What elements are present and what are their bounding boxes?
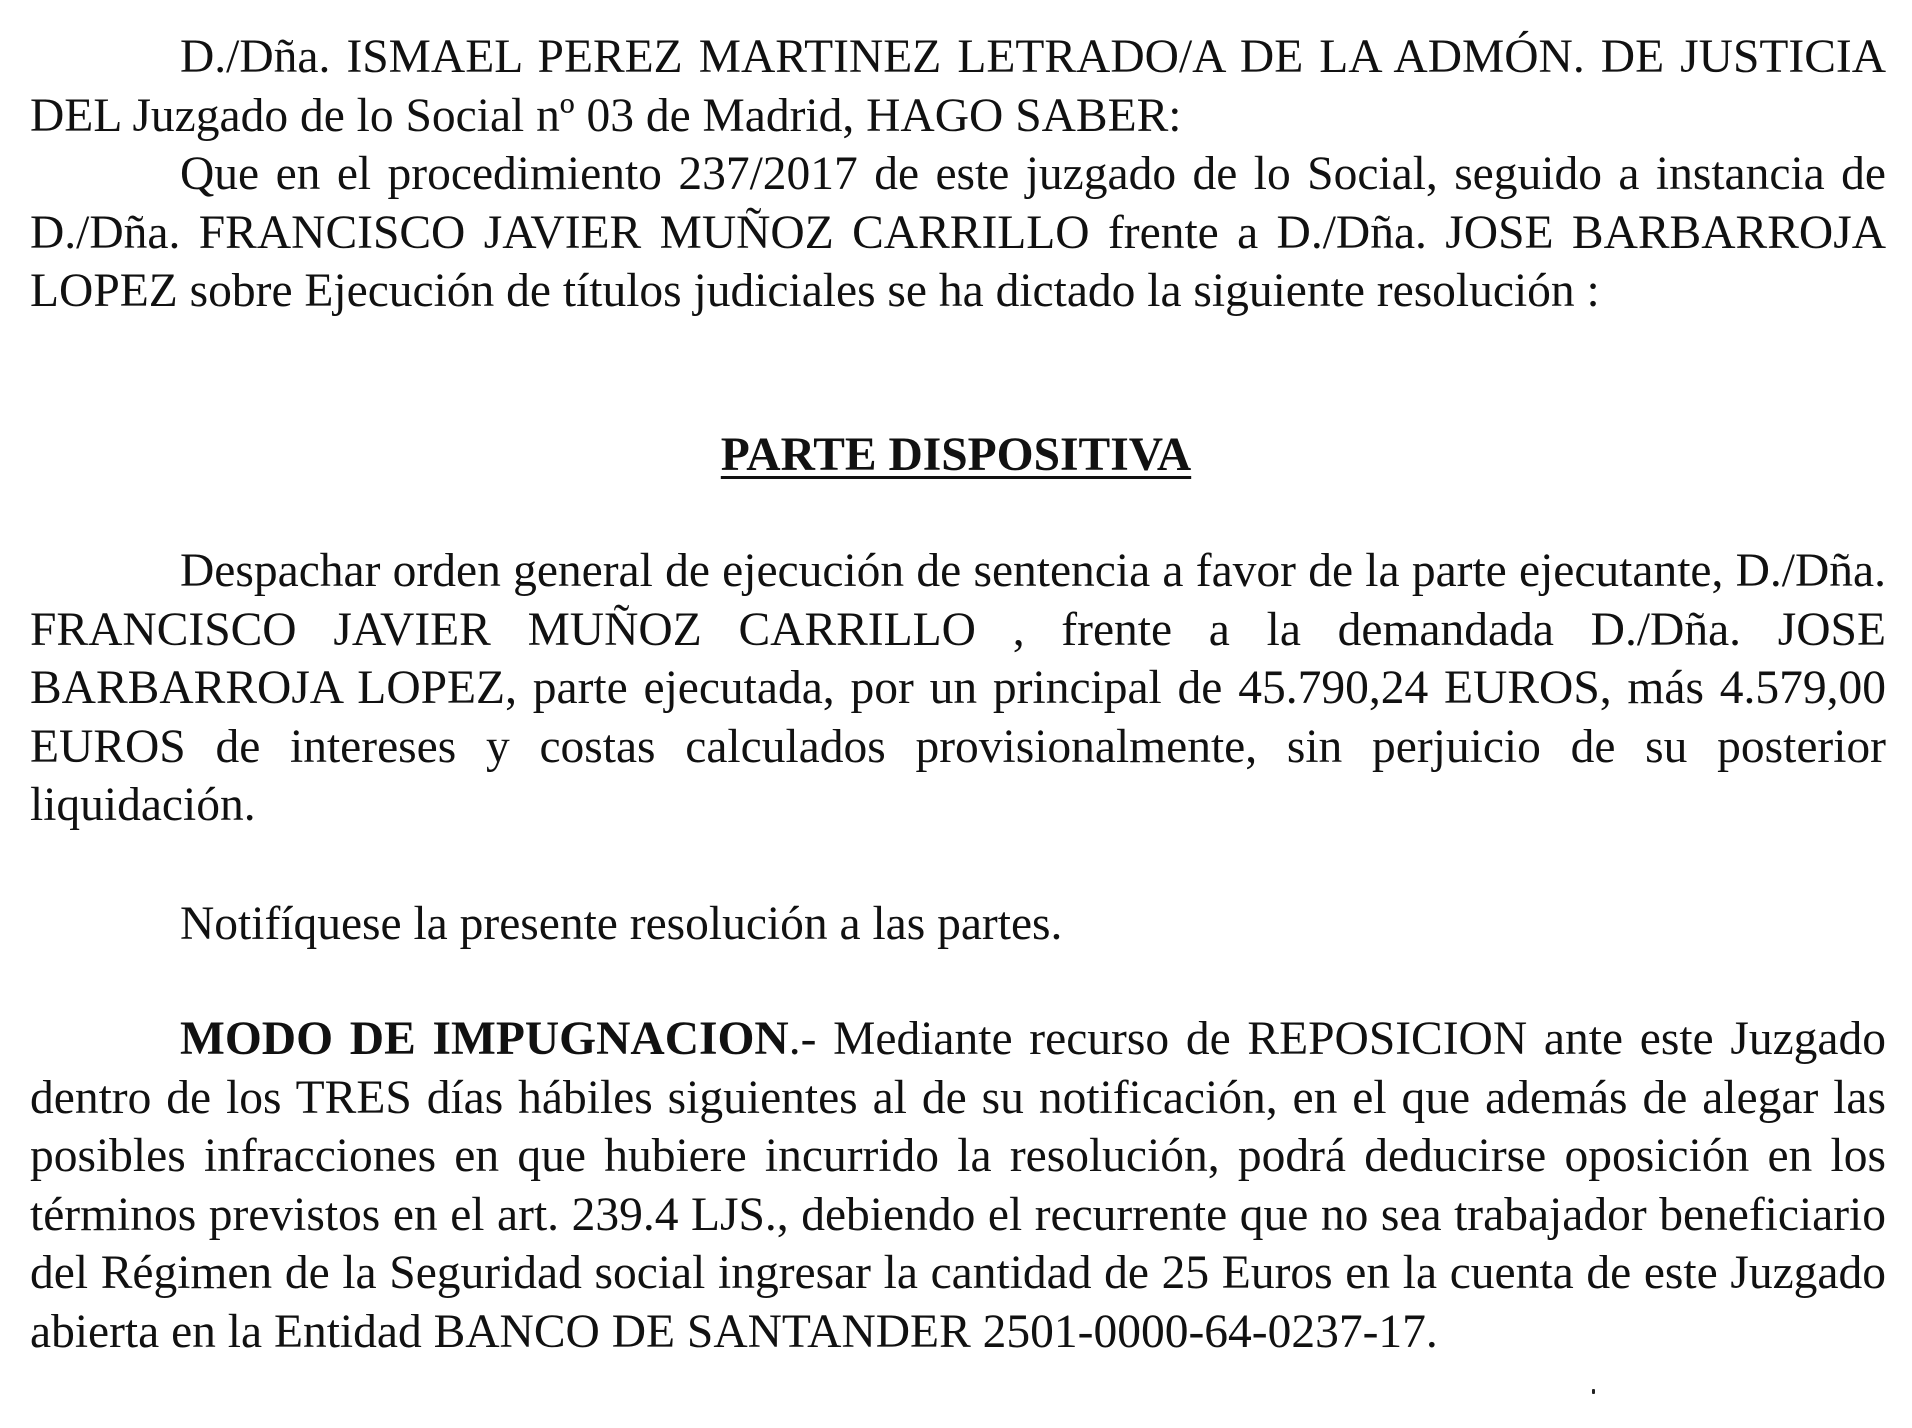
impugnacion-section <box>30 1010 1886 1361</box>
intro-heading-paragraph: D./Dña. ISMAEL PEREZ MARTINEZ LETRADO/A DE LA ADMÓN. DE JUSTICIA DEL Juzgado de lo Social nº 03 de Madrid, HAGO SABER: <box>30 31 1886 142</box>
intro-procedure-paragraph: Que en el procedimiento 237/2017 de este juzgado de lo Social, seguido a instancia de D./Dña. FRANCISCO JAVIER MUÑOZ CARRILLO frente a D./Dña. JOSE BARBARROJA LOPEZ sobre Ejecución de títulos judiciales se ha dictado la siguiente resolución : <box>30 148 1886 317</box>
dispositiva-paragraph: Despachar orden general de ejecución de sentencia a favor de la parte ejecutante, D./Dña. FRANCISCO JAVIER MUÑOZ CARRILLO , frente a la demandada D./Dña. JOSE BARBARROJA LOPEZ, parte ejecutada, por un principal de 45.790,24 EUROS, más 4.579,00 EUROS de intereses y costas calculados provisionalmente, sin perjuicio de su posterior liquidación. <box>30 545 1886 831</box>
section-heading: PARTE DISPOSITIVA <box>720 429 1192 481</box>
dispositiva-section <box>30 542 1886 835</box>
scan-speck <box>1592 1389 1595 1394</box>
impugnacion-text: .- Mediante recurso de REPOSICION ante este Juzgado dentro de los TRES días hábiles siguientes al de su notificación, en el que además de alegar las posibles infracciones en que hubiere incurrido la resolución, podrá deducirse oposición en los términos previstos en el art. 239.4 LJS., debiendo el recurrente que no sea trabajador beneficiario del Régimen de la Seguridad social ingresar la cantidad de 25 Euros en la cuenta de este Juzgado abierta en la Entidad BANCO DE SANTANDER 2501-0000-64-0237-17. <box>30 1013 1886 1358</box>
notificacion-section <box>30 895 1886 954</box>
impugnacion-label: MODO DE IMPUGNACION <box>180 1013 789 1065</box>
notificacion-paragraph: Notifíquese la presente resolución a las partes. <box>180 898 1063 950</box>
intro-section <box>30 28 1886 321</box>
impugnacion-paragraph <box>30 1010 1886 1361</box>
